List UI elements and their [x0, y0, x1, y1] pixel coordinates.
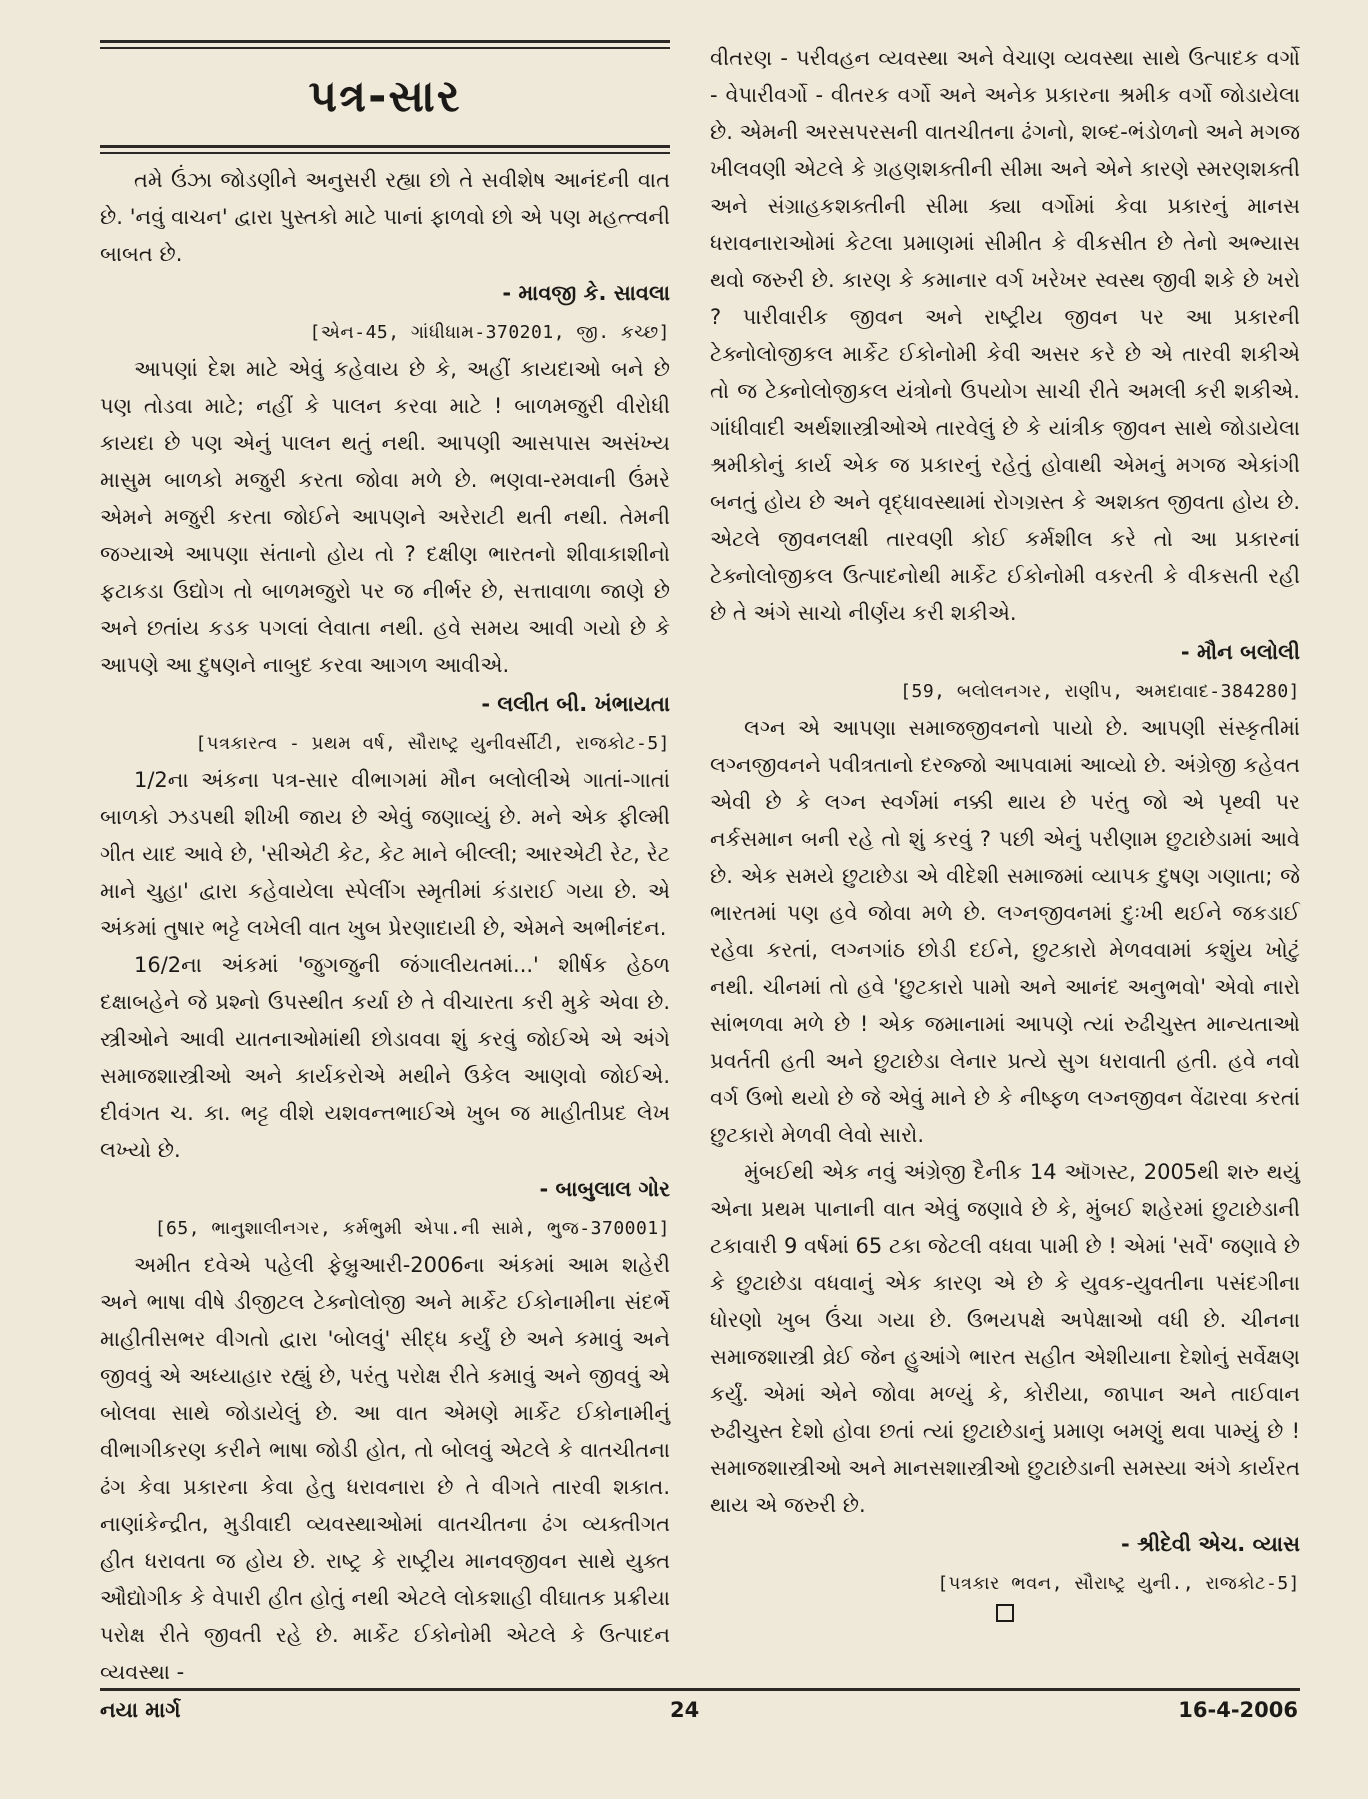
letter-5-author: - શ્રીદેવી એચ. વ્યાસ — [1121, 1532, 1300, 1556]
title-bottom-rule — [100, 145, 670, 148]
left-column — [100, 40, 670, 1691]
title-top-rule-2 — [100, 47, 670, 49]
letter-4-continued: વીતરણ - પરીવહન વ્યવસ્થા અને વેચાણ વ્યવસ્થા સાથે ઉત્પાદક વર્ગો - વેપારીવર્ગો - વીતરક વર્ગો અને અનેક પ્રકારના શ્રમીક વર્ગો જોડાયેલા છે. એમની અરસપરસની વાતચીતના ઢંગનો, શબ્દ-ભંડોળનો અને મગજ ખીલવણી એટલે કે ગ્રહણશક્તીની સીમા અને એને કારણે સ્મરણશક્તી અને સંગ્રાહકશક્તીની સીમા ક્યા વર્ગોમાં કેવા પ્રકારનું માનસ ધરાવનારાઓમાં કેટલા પ્રમાણમાં સીમીત કે વીકસીત છે તેનો અભ્યાસ થવો જરુરી છે. કારણ કે કમાનાર વર્ગ ખરેખર સ્વસ્થ જીવી શકે છે ખરો ? પારીવારીક જીવન અને રાષ્ટ્રીય જીવન પર આ પ્રકારની ટેક્નોલોજીકલ માર્કેટ ઈકોનોમી કેવી અસર કરે છે એ તારવી શકીએ તો જ ટેક્નોલોજીકલ યંત્રોનો ઉપયોગ સાચી રીતે અમલી કરી શકીએ. ગાંધીવાદી અર્થશાસ્ત્રીઓએ તારવેલું છે કે યાંત્રીક જીવન સાથે જોડાયેલા શ્રમીકોનું કાર્ય એક જ પ્રકારનું રહેતું હોવાથી એમનું મગજ એકાંગી બનતું હોય છે અને વૃદ્ધાવસ્થામાં રોગગ્રસ્ત કે અશક્ત જીવતા હોય છે. એટલે જીવનલક્ષી તારવણી કોઈ કર્મશીલ કરે તો આ પ્રકારનાં ટેક્નોલોજીકલ ઉત્પાદનોથી માર્કેટ ઈકોનોમી વકરતી કે વીકસતી રહી છે તે અંગે સાચો નીર્ણય કરી શકીએ. — [710, 46, 1300, 625]
end-mark-icon — [996, 1604, 1014, 1622]
letter-5-address: [પત્રકાર ભવન, સૌરાષ્ટ્ર યુની., રાજકોટ-5] — [937, 1573, 1300, 1594]
letter-2-author: - લલીત બી. ખંભાયતા — [481, 692, 670, 716]
section-title: પત્ર-સાર — [308, 71, 462, 122]
letter-5-text-2: મુંબઈથી એક નવું અંગ્રેજી દૈનીક 14 ઑગસ્ટ, 2005થી શરુ થયું એના પ્રથમ પાનાની વાત એવું જણાવે છે કે, મુંબઈ શહેરમાં છુટાછેડાની ટકાવારી 9 વર્ષમાં 65 ટકા જેટલી વધવા પામી છે ! એમાં 'સર્વે' જણાવે છે કે છુટાછેડા વધવાનું એક કારણ એ છે કે યુવક-યુવતીના પસંદગીના ધોરણો ખુબ ઉંચા ગયા છે. ઉભયપક્ષે અપેક્ષાઓ વધી છે. ચીનના સમાજશાસ્ત્રી વ્રેઈ જેન હુઆંગે ભારત સહીત એશીયાના દેશોનું સર્વેક્ષણ કર્યું. એમાં એને જોવા મળ્યું કે, કોરીયા, જાપાન અને તાઈવાન રુઢીચુસ્ત દેશો હોવા છતાં ત્યાં છુટાછેડાનું પ્રમાણ બમણું થવા પામ્યું છે ! સમાજશાસ્ત્રીઓ અને માનસશાસ્ત્રીઓ છુટાછેડાની સમસ્યા અંગે કાર્યરત થાય એ જરુરી છે. — [710, 1160, 1300, 1517]
letter-3-address: [65, ભાનુશાલીનગર, કર્મભુમી એપા.ની સામે, ભુજ-370001] — [154, 1218, 670, 1239]
letter-4-address: [59, બલોલનગર, રાણીપ, અમદાવાદ-384280] — [900, 681, 1300, 702]
footer-magazine-name: નયા માર્ગ — [100, 1698, 181, 1722]
letter-1-text: તમે ઉંઝા જોડણીને અનુસરી રહ્યા છો તે સવીશેષ આનંદની વાત છે. 'નવું વાચન' દ્વારા પુસ્તકો માટે પાનાં ફાળવો છો એ પણ મહત્ત્વની બાબત છે. — [100, 168, 670, 266]
letter-3-text-2: 16/2ના અંકમાં 'જુગજુની જંગાલીયતમાં...' શીર્ષક હેઠળ દક્ષાબહેને જે પ્રશ્નો ઉપસ્થીત કર્યા છે તે વીચારતા કરી મુકે એવા છે. સ્ત્રીઓને આવી યાતનાઓમાંથી છોડાવવા શું કરવું જોઈએ એ અંગે સમાજશાસ્ત્રીઓ અને કાર્યકરોએ મથીને ઉકેલ આણવો જોઈએ. દીવંગત ચ. કા. ભટ્ટ વીશે યશવન્તભાઈએ ખુબ જ માહીતીપ્રદ લેખ લખ્યો છે. — [100, 953, 670, 1162]
right-column — [710, 40, 1300, 1622]
letter-3-text: 1/2ના અંકના પત્ર-સાર વીભાગમાં મૌન બલોલીએ ગાતાં-ગાતાં બાળકો ઝડપથી શીખી જાય છે એવું જણાવ્યું છે. મને એક ફીલ્મી ગીત યાદ આવે છે, 'સીએટી કેટ, કેટ માને બીલ્લી; આરએટી રેટ, રેટ માને ચુહા' દ્વારા કહેવાયેલા સ્પેલીંગ સ્મૃતીમાં કંડારાઈ ગયા છે. એ અંકમાં તુષાર ભટ્ટે લખેલી વાત ખુબ પ્રેરણાદાયી છે, એમને અભીનંદન. — [100, 768, 670, 940]
letter-3-author: - બાબુલાલ ગોર — [539, 1177, 670, 1201]
letter-4-author: - મૌન બલોલી — [1180, 640, 1300, 664]
letter-2-address: [પત્રકારત્વ - પ્રથમ વર્ષ, સૌરાષ્ટ્ર યુનીવર્સીટી, રાજકોટ-5] — [195, 733, 670, 754]
footer-rule — [100, 1688, 1300, 1691]
footer-date: 16-4-2006 — [1178, 1698, 1298, 1722]
letter-2-text: આપણાં દેશ માટે એવું કહેવાય છે કે, અહીં કાયદાઓ બને છે પણ તોડવા માટે; નહીં કે પાલન કરવા માટે ! બાળમજુરી વીરોધી કાયદા છે પણ એનું પાલન થતું નથી. આપણી આસપાસ અસંખ્ય માસુમ બાળકો મજુરી કરતા જોવા મળે છે. ભણવા-રમવાની ઉંમરે એમને મજુરી કરતા જોઈને આપણને અરેરાટી થતી નથી. તેમની જગ્યાએ આપણા સંતાનો હોય તો ? દક્ષીણ ભારતનો શીવાકાશીનો ફટાકડા ઉદ્યોગ તો બાળમજુરો પર જ નીર્ભર છે, સત્તાવાળા જાણે છે અને છતાંય કડક પગલાં લેવાતા નથી. હવે સમય આવી ગયો છે કે આપણે આ દુષણને નાબુદ કરવા આગળ આવીએ. — [100, 357, 670, 677]
letter-4-text: અમીત દવેએ પહેલી ફેબ્રુઆરી-2006ના અંકમાં આમ શહેરી અને ભાષા વીષે ડીજીટલ ટેક્નોલોજી અને માર્કેટ ઈકોનામીના સંદર્ભે માહીતીસભર વીગતો દ્વારા 'બોલવું' સીદ્ધ કર્યું છે અને કમાવું અને જીવવું એ અધ્યાહાર રહ્યું છે, પરંતુ પરોક્ષ રીતે કમાવું અને જીવવું એ બોલવા સાથે જોડાયેલું છે. આ વાત એમણે માર્કેટ ઈકોનામીનું વીભાગીકરણ કરીને ભાષા જોડી હોત, તો બોલવું એટલે કે વાતચીતના ઢંગ કેવા પ્રકારના કેવા હેતુ ધરાવનારા છે તે વીગતે તારવી શકાત. નાણાંકેન્દ્રીત, મુડીવાદી વ્યવસ્થાઓમાં વાતચીતના ઢંગ વ્યક્તીગત હીત ધરાવતા જ હોય છે. રાષ્ટ્ર કે રાષ્ટ્રીય માનવજીવન સાથે યુક્ત ઔદ્યોગીક કે વેપારી હીત હોતું નથી એટલે લોકશાહી વીઘાતક પ્રક્રીયા પરોક્ષ રીતે જીવતી રહે છે. માર્કેટ ઈકોનોમી એટલે કે ઉત્પાદન વ્યવસ્થા - — [100, 1253, 670, 1684]
title-top-rule — [100, 40, 670, 43]
footer-page-number: 24 — [670, 1698, 700, 1722]
letter-1-author: - માવજી કે. સાવલા — [502, 281, 670, 305]
letter-5-text: લગ્ન એ આપણા સમાજજીવનનો પાયો છે. આપણી સંસ્કૃતીમાં લગ્નજીવનને પવીત્રતાનો દરજ્જો આપવામાં આવ્યો છે. અંગ્રેજી કહેવત એવી છે કે લગ્ન સ્વર્ગમાં નક્કી થાય છે પરંતુ જો એ પૃથ્વી પર નર્કસમાન બની રહે તો શું કરવું ? પછી એનું પરીણામ છુટાછેડામાં આવે છે. એક સમયે છુટાછેડા એ વીદેશી સમાજમાં વ્યાપક દુષણ ગણાતા; જે ભારતમાં પણ હવે જોવા મળે છે. લગ્નજીવનમાં દુઃખી થઈને જકડાઈ રહેવા કરતાં, લગ્નગાંઠ છોડી દઈને, છુટકારો મેળવવામાં કશુંય ખોટું નથી. ચીનમાં તો હવે 'છુટકારો પામો અને આનંદ અનુભવો' એવો નારો સાંભળવા મળે છે ! એક જમાનામાં આપણે ત્યાં રુઢીચુસ્ત માન્યતાઓ પ્રવર્તતી હતી અને છુટાછેડા લેનાર પ્રત્યે સુગ ધરાવાતી હતી. હવે નવો વર્ગ ઉભો થયો છે જે એવું માને છે કે નીષ્ફળ લગ્નજીવન વેંઢારવા કરતાં છુટકારો મેળવી લેવો સારો. — [710, 716, 1300, 1147]
letter-1-address: [એન-45, ગાંધીધામ-370201, જી. કચ્છ] — [309, 322, 670, 343]
